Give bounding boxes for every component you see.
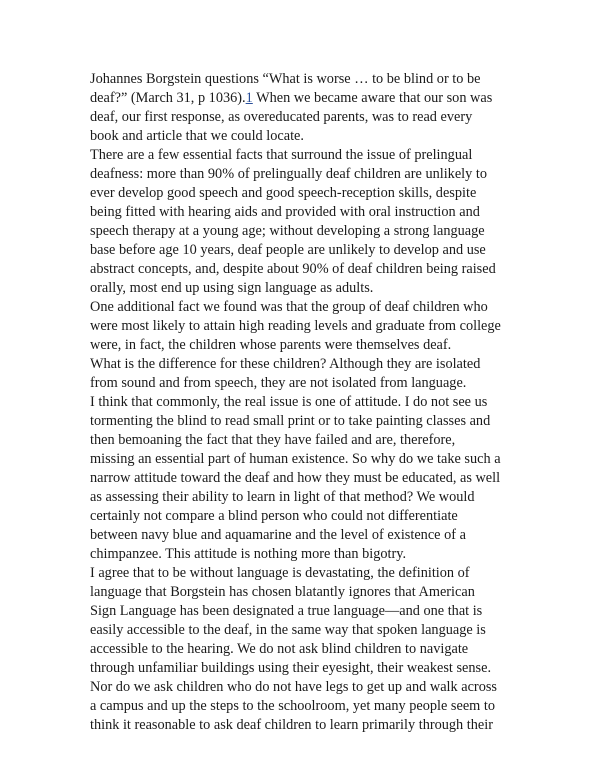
text-line xyxy=(90,355,550,374)
text-line xyxy=(90,165,550,184)
text-line-content: speech therapy at a young age; without developing a strong language xyxy=(90,223,485,239)
text-line-content: language that Borgstein has chosen blatantly ignores that American xyxy=(90,584,475,600)
text-line xyxy=(90,241,550,260)
text-line xyxy=(90,716,550,735)
text-line-content: were, in fact, the children whose parents were themselves deaf. xyxy=(90,337,452,353)
text-line-content: were most likely to attain high reading levels and graduate from college xyxy=(90,318,501,334)
text-line xyxy=(90,336,550,355)
text-line-content: base before age 10 years, deaf people are unlikely to develop and use xyxy=(90,242,486,258)
text-line-content: Sign Language has been designated a true language—and one that is xyxy=(90,603,483,619)
text-line xyxy=(90,564,550,583)
text-line-content: Nor do we ask children who do not have legs to get up and walk across xyxy=(90,679,497,695)
text-line xyxy=(90,203,550,222)
text-line-content: orally, most end up using sign language as adults. xyxy=(90,280,374,296)
text-line-continuation: When we became aware that our son was xyxy=(252,90,493,106)
text-line xyxy=(90,317,550,336)
text-line xyxy=(90,374,550,393)
text-line-content: I agree that to be without language is devastating, the definition of xyxy=(90,565,470,581)
text-line xyxy=(90,583,550,602)
text-line xyxy=(90,450,550,469)
text-line xyxy=(90,659,550,678)
text-line-content: abstract concepts, and, despite about 90% of deaf children being raised xyxy=(90,261,496,277)
text-line xyxy=(90,469,550,488)
text-line xyxy=(90,298,550,317)
text-line xyxy=(90,602,550,621)
text-line-content: tormenting the blind to read small print or to take painting classes and xyxy=(90,413,491,429)
text-line-content: deaf, our first response, as overeducated parents, was to read every xyxy=(90,109,473,125)
text-line xyxy=(90,545,550,564)
text-line-content: ever develop good speech and good speech-reception skills, despite xyxy=(90,185,477,201)
text-line xyxy=(90,507,550,526)
text-line-content: What is the difference for these children? Although they are isolated xyxy=(90,356,481,372)
text-line xyxy=(90,146,550,165)
text-line-content: being fitted with hearing aids and provided with oral instruction and xyxy=(90,204,480,220)
text-line-content: from sound and from speech, they are not isolated from language. xyxy=(90,375,467,391)
text-line-content: Johannes Borgstein questions “What is worse … to be blind or to be xyxy=(90,71,481,87)
text-line xyxy=(90,127,550,146)
text-line-content: missing an essential part of human existence. So why do we take such a xyxy=(90,451,501,467)
text-line-content: There are a few essential facts that surround the issue of prelingual xyxy=(90,147,473,163)
text-line-content: easily accessible to the deaf, in the same way that spoken language is xyxy=(90,622,486,638)
text-line xyxy=(90,184,550,203)
text-line-content: between navy blue and aquamarine and the level of existence of a xyxy=(90,527,466,543)
reference-link[interactable]: 1 xyxy=(245,90,253,106)
text-line xyxy=(90,526,550,545)
text-line-content: a campus and up the steps to the schoolroom, yet many people seem to xyxy=(90,698,495,714)
text-line-content: through unfamiliar buildings using their eyesight, their weakest sense. xyxy=(90,660,492,676)
text-line-content: think it reasonable to ask deaf children to learn primarily through their xyxy=(90,717,493,733)
text-line xyxy=(90,621,550,640)
text-line-content: accessible to the hearing. We do not ask blind children to navigate xyxy=(90,641,469,657)
text-line-content: book and article that we could locate. xyxy=(90,128,304,144)
text-line-content: One additional fact we found was that the group of deaf children who xyxy=(90,299,488,315)
text-line xyxy=(90,222,550,241)
text-line-content: deaf?” (March 31, p 1036). xyxy=(90,90,246,106)
text-line xyxy=(90,678,550,697)
text-line-content: I think that commonly, the real issue is one of attitude. I do not see us xyxy=(90,394,488,410)
text-line xyxy=(90,412,550,431)
letter-body-text xyxy=(90,70,550,735)
text-line xyxy=(90,431,550,450)
text-line xyxy=(90,488,550,507)
text-line-content: deafness: more than 90% of prelingually deaf children are unlikely to xyxy=(90,166,487,182)
text-line-content: narrow attitude toward the deaf and how they must be educated, as well xyxy=(90,470,501,486)
text-line xyxy=(90,89,550,108)
text-line xyxy=(90,393,550,412)
text-line xyxy=(90,70,550,89)
text-line-content: chimpanzee. This attitude is nothing more than bigotry. xyxy=(90,546,407,562)
text-line xyxy=(90,697,550,716)
text-line xyxy=(90,279,550,298)
text-line xyxy=(90,640,550,659)
text-line-content: as assessing their ability to learn in light of that method? We would xyxy=(90,489,475,505)
text-line xyxy=(90,108,550,127)
text-line-content: then bemoaning the fact that they have failed and are, therefore, xyxy=(90,432,456,448)
text-line-content: certainly not compare a blind person who could not differentiate xyxy=(90,508,458,524)
text-line xyxy=(90,260,550,279)
